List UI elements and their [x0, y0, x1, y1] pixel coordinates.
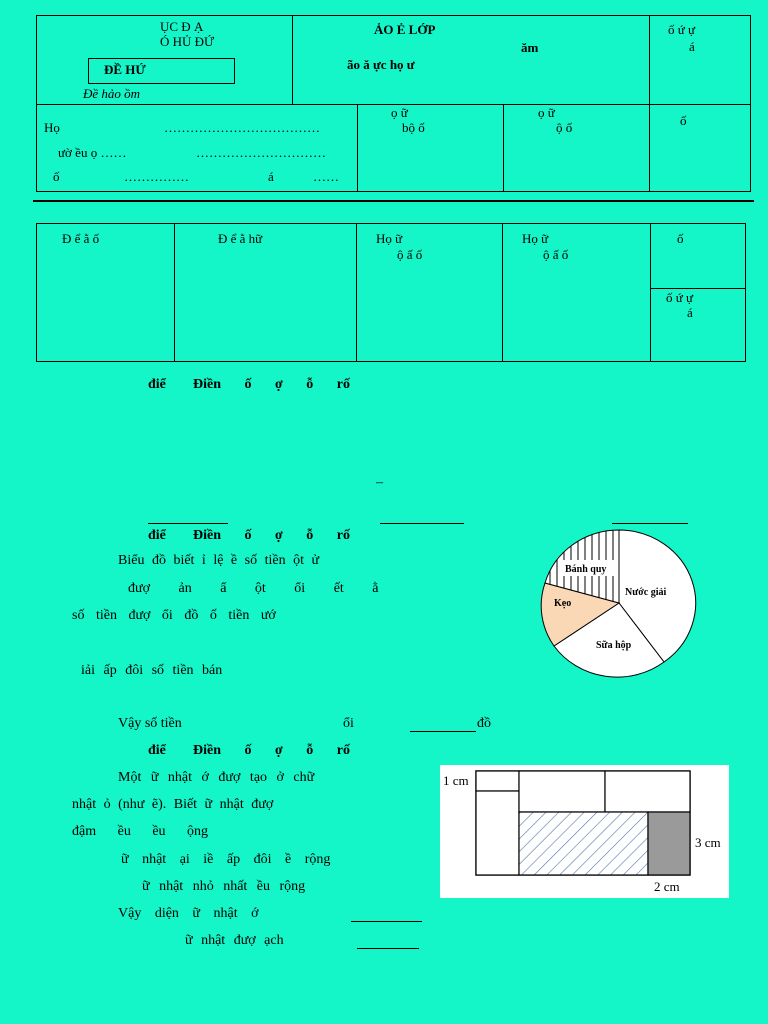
grading-vline-4	[650, 223, 651, 362]
name-label: Họ	[44, 120, 60, 135]
q2-underline-right	[612, 523, 688, 524]
label-1cm: 1 cm	[443, 773, 469, 788]
corner-bottom: á	[689, 39, 695, 54]
org-line2: Ó HỦ ĐỨ	[160, 34, 215, 49]
q2-line3: số tiền đượ ổi đồ ố tiền ướ	[72, 608, 276, 623]
q2-line4: iải ấp đôi số tiền bán	[81, 663, 223, 678]
q2-answer-unit: đồ	[477, 716, 491, 731]
exam-subject: ão ă ực họ ư	[347, 57, 415, 72]
grading-secret-code: ố	[677, 231, 684, 246]
grader2-line1: Họ ữ	[522, 231, 549, 246]
header-vline-2	[649, 15, 650, 192]
q2-answer-blank[interactable]	[410, 731, 476, 732]
grader1-line1: Họ ữ	[376, 231, 403, 246]
sbd-label: ố	[53, 169, 60, 184]
grading-vline-3	[502, 223, 503, 362]
small-rect-top-right	[605, 771, 690, 812]
q2-line2: đượ ản ẩ ột ổi ết ằ	[128, 581, 379, 596]
grading-order-line2: á	[687, 305, 693, 320]
pie-label-banh-quy: Bánh quy	[565, 564, 607, 575]
grading-vline-2	[356, 223, 357, 362]
q2-underline-mid	[380, 523, 464, 524]
pie-label-keo: Kẹo	[554, 598, 572, 609]
q3-label: điể	[148, 743, 166, 758]
pie-chart	[540, 527, 700, 679]
q1-dash: –	[376, 475, 383, 490]
exam-year: ăm	[521, 40, 539, 55]
score-words-label: Đ ể ằ hữ	[218, 231, 263, 246]
name-dots: ………………………………	[164, 120, 320, 135]
pie-label-sua-hop: Sữa hộp	[596, 640, 632, 651]
q2-text: Điền ố ợ ỗ rố	[193, 528, 350, 543]
org-line1: ỤC Đ Ạ	[160, 19, 204, 34]
hatched-rectangle	[519, 812, 648, 875]
page-count: Đề hảo ồm	[83, 86, 141, 101]
score-digits-label: Đ ể ằ ố	[62, 231, 100, 246]
rectangle-figure	[440, 765, 729, 898]
secret-code: ố	[680, 113, 687, 128]
exam-type-label: ĐỀ HỨ	[104, 62, 146, 77]
header-vline-3	[357, 104, 358, 192]
supervisor1-line1: ọ ữ	[391, 105, 408, 120]
cut-line	[33, 200, 754, 202]
q3-answer-blank-1[interactable]	[351, 921, 422, 922]
q3-line2: nhật ỏ (như ẽ). Biết ữ nhật đượ	[72, 797, 274, 812]
small-rect-left-top	[476, 771, 519, 791]
grading-hline	[650, 288, 746, 289]
grader2-line2: ộ ấ ố	[543, 247, 569, 262]
q3-text: Điền ố ợ ỗ rố	[193, 743, 350, 758]
room-dots: ……	[313, 169, 339, 184]
q3-answer-blank-2[interactable]	[357, 948, 419, 949]
q2-underline-left	[148, 523, 228, 524]
q2-label: điể	[148, 528, 166, 543]
q3-line5: ữ nhật nhỏ nhất ều rộng	[142, 879, 306, 894]
header-vline-1	[292, 15, 293, 104]
corner-top: ố ứ ự	[668, 22, 696, 37]
school-dots: …………………………	[196, 145, 326, 160]
grader1-line2: ộ ấ ố	[397, 247, 423, 262]
label-2cm: 2 cm	[654, 879, 680, 894]
supervisor2-line2: ộ ố	[556, 120, 573, 135]
q3-line1: Một ữ nhật ớ đượ tạo ở chữ	[118, 770, 315, 785]
small-rect-left-tall	[476, 791, 519, 875]
label-3cm: 3 cm	[695, 835, 721, 850]
grading-order-line1: ố ứ ự	[666, 290, 694, 305]
q1-label: điể	[148, 377, 166, 392]
q3-line6: Vậy diện ữ nhật ớ	[118, 906, 259, 921]
school-label: ườ ều ọ ……	[58, 145, 127, 160]
header-vline-4	[503, 104, 504, 192]
small-rect-top-mid	[519, 771, 605, 812]
q3-line7: ữ nhật đượ ạch	[185, 933, 284, 948]
q2-answer-mid: ổi	[343, 716, 354, 731]
grading-vline-1	[174, 223, 175, 362]
supervisor2-line1: ọ ữ	[538, 105, 555, 120]
supervisor1-line2: bộ ố	[402, 120, 425, 135]
gray-square	[648, 812, 690, 875]
q2-answer-prefix: Vậy số tiền	[118, 716, 182, 731]
q2-line1: Biểu đồ biết ỉ lệ ề số tiền ột ử	[118, 553, 320, 568]
sbd-dots: ……………	[124, 169, 189, 184]
q3-line4: ữ nhật ại iề ấp đôi ề rộng	[121, 852, 331, 867]
q1-text: Điền ố ợ ỗ rố	[193, 377, 350, 392]
q3-line3: đậm ều ều ộng	[72, 824, 209, 839]
pie-label-nuoc-giai: Nước giải	[625, 587, 667, 598]
room-label: á	[268, 169, 274, 184]
exam-title: ẢO Ẻ LỚP	[374, 22, 436, 37]
